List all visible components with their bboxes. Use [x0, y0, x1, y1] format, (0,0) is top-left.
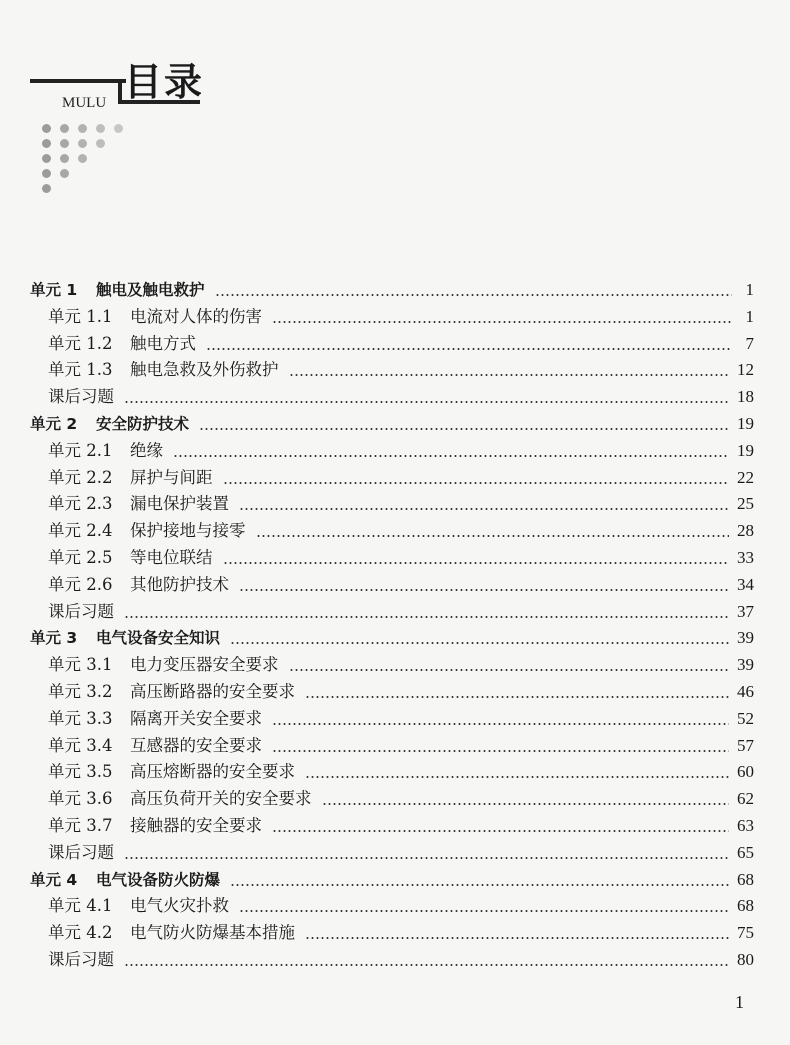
toc-section-entry: [48, 678, 754, 704]
toc-entry-title: 电气设备安全知识: [96, 629, 221, 648]
toc-entry-title: 保护接地与接零: [130, 521, 246, 541]
toc-entry-page: 46: [737, 682, 754, 701]
toc-entry-label: 单元 1.2: [48, 333, 113, 353]
toc-entry-page: 39: [737, 655, 754, 675]
toc-entry-title: 高压负荷开关的安全要求: [130, 789, 312, 809]
toc-entry-title: 触电及触电救护: [96, 281, 205, 299]
decorative-dot: [42, 124, 51, 133]
toc-entry-title: 课后习题: [48, 387, 114, 407]
toc-entry-title: 接触器的安全要求: [130, 816, 262, 835]
toc-entry-page: 75: [737, 923, 754, 943]
toc-entry-page: 7: [745, 333, 754, 353]
toc-entry-page: 52: [737, 708, 754, 728]
toc-leader-dots: [223, 562, 730, 564]
toc-leader-dots: [272, 750, 729, 752]
toc-section-entry: [48, 812, 754, 838]
toc-entry-page: 57: [737, 735, 754, 755]
toc-leader-dots: [305, 776, 729, 778]
decorative-dot: [60, 139, 69, 148]
toc-entry-page: 1: [745, 280, 754, 299]
toc-entry-page: 19: [737, 414, 754, 433]
toc-section-entry: [48, 490, 754, 516]
toc-entry-title: 课后习题: [48, 842, 114, 862]
toc-entry-label: 单元 2.2: [48, 467, 113, 487]
toc-section-entry: [48, 919, 754, 945]
toc-entry-label: 单元 2.6: [48, 574, 113, 594]
toc-leader-dots: [215, 294, 732, 296]
decorative-dot: [42, 169, 51, 178]
toc-entry-page: 37: [737, 601, 754, 621]
toc-section-entry: [48, 571, 754, 597]
toc-entry-label: 单元 3.3: [48, 708, 113, 728]
toc-leader-dots: [124, 616, 729, 618]
toc-entry-page: 80: [737, 950, 754, 969]
decorative-dot: [78, 124, 87, 133]
toc-entry-title: 电气火灾扑救: [130, 896, 229, 916]
toc-entry-label: 单元 3.2: [48, 682, 113, 701]
toc-entry-title: 互感器的安全要求: [130, 735, 262, 755]
toc-unit-entry: [30, 866, 754, 892]
toc-entry-page: 62: [737, 789, 754, 809]
page-number: 1: [735, 992, 744, 1012]
toc-entry-page: 12: [737, 360, 754, 380]
toc-entry-page: 63: [737, 816, 754, 835]
page-title: 目录: [124, 60, 205, 104]
toc-entry-label: 单元 3.6: [48, 789, 113, 809]
toc-entry-label: 单元 3.4: [48, 735, 113, 755]
toc-section-entry: [48, 598, 754, 624]
toc-entry-label: 单元 2.1: [48, 440, 113, 460]
toc-leader-dots: [322, 803, 730, 805]
toc-leader-dots: [124, 401, 729, 403]
toc-entry-label: 单元 3: [30, 629, 78, 648]
toc-entry-page: 19: [737, 440, 754, 460]
toc-section-entry: [48, 732, 754, 758]
toc-entry-label: 单元 2.5: [48, 548, 113, 567]
decorative-dot: [60, 169, 69, 178]
toc-entry-page: 60: [737, 762, 754, 782]
toc-leader-dots: [239, 910, 729, 912]
toc-entry-title: 电气防火防爆基本措施: [130, 923, 295, 943]
toc-leader-dots: [239, 589, 729, 591]
toc-entry-page: 22: [737, 467, 754, 487]
toc-entry-title: 触电急救及外伤救护: [130, 360, 279, 380]
decorative-dot: [42, 184, 51, 193]
toc-leader-dots: [256, 535, 730, 537]
toc-entry-label: 单元 2.4: [48, 521, 113, 541]
toc-section-entry: [48, 892, 754, 918]
decorative-dot: [78, 154, 87, 163]
decorative-dot: [78, 139, 87, 148]
toc-leader-dots: [173, 455, 729, 457]
toc-entry-label: 单元 2: [30, 415, 78, 433]
page-subtitle: MULU: [62, 95, 107, 111]
toc-entry-title: 安全防护技术: [96, 415, 190, 433]
toc-entry-page: 68: [737, 869, 754, 889]
toc-entry-title: 触电方式: [130, 333, 196, 353]
toc-unit-entry: [30, 276, 754, 302]
toc-unit-entry: [30, 410, 754, 436]
toc-entry-title: 漏电保护装置: [130, 494, 229, 514]
toc-leader-dots: [289, 374, 730, 376]
toc-section-entry: [48, 437, 754, 463]
toc-entry-label: 单元 3.1: [48, 655, 113, 675]
decorative-dot: [60, 124, 69, 133]
toc-entry-page: 18: [737, 387, 754, 407]
toc-leader-dots: [289, 669, 730, 671]
toc-leader-dots: [124, 857, 729, 859]
toc-entry-label: 单元 2.3: [48, 494, 113, 514]
toc-entry-label: 单元 3.5: [48, 762, 113, 782]
toc-entry-title: 电气设备防火防爆: [96, 870, 221, 889]
header-rule-vertical: [118, 79, 122, 104]
toc-entry-label: 单元 4.1: [48, 896, 113, 916]
toc-entry-page: 65: [737, 842, 754, 862]
toc-leader-dots: [199, 428, 729, 430]
toc-leader-dots: [124, 964, 729, 966]
toc-section-entry: [48, 785, 754, 811]
toc-entry-title: 等电位联结: [130, 548, 213, 567]
decorative-dot: [42, 154, 51, 163]
toc-section-entry: [48, 651, 754, 677]
toc-entry-label: 单元 3.7: [48, 816, 113, 835]
toc-entry-page: 34: [737, 574, 754, 594]
decorative-dot: [96, 124, 105, 133]
toc-entry-title: 绝缘: [130, 440, 163, 460]
toc-section-entry: [48, 464, 754, 490]
toc-entry-title: 电流对人体的伤害: [130, 306, 262, 326]
toc-leader-dots: [206, 348, 732, 350]
toc-leader-dots: [272, 723, 729, 725]
toc-entry-label: 单元 1.3: [48, 360, 113, 380]
decorative-dot: [96, 139, 105, 148]
toc-entry-page: 68: [737, 896, 754, 916]
toc-section-entry: [48, 303, 754, 329]
toc-section-entry: [48, 383, 754, 409]
toc-entry-label: 单元 1.1: [48, 306, 113, 326]
toc-entry-page: 33: [737, 548, 754, 567]
toc-entry-title: 其他防护技术: [130, 574, 229, 594]
decorative-dot: [114, 124, 123, 133]
toc-section-entry: [48, 330, 754, 356]
decorative-dot: [60, 154, 69, 163]
toc-section-entry: [48, 356, 754, 382]
toc-leader-dots: [305, 937, 729, 939]
page-header: [0, 0, 790, 230]
toc-entry-title: 高压断路器的安全要求: [130, 682, 295, 701]
toc-section-entry: [48, 517, 754, 543]
toc-entry-label: 单元 4: [30, 870, 78, 889]
toc-entry-page: 28: [737, 521, 754, 541]
toc-entry-label: 单元 4.2: [48, 923, 113, 943]
toc-leader-dots: [223, 482, 730, 484]
toc-section-entry: [48, 946, 754, 972]
toc-leader-dots: [230, 884, 729, 886]
toc-entry-title: 电力变压器安全要求: [130, 655, 279, 675]
toc-section-entry: [48, 705, 754, 731]
toc-entry-title: 课后习题: [48, 950, 114, 969]
toc-entry-title: 屏护与间距: [130, 467, 213, 487]
toc-leader-dots: [239, 508, 729, 510]
toc-leader-dots: [230, 642, 729, 644]
toc-entry-title: 隔离开关安全要求: [130, 708, 262, 728]
header-rule-left: [30, 79, 126, 83]
toc-entry-page: 39: [737, 628, 754, 648]
toc-leader-dots: [272, 830, 729, 832]
toc-entry-title: 课后习题: [48, 601, 114, 621]
toc-section-entry: [48, 544, 754, 570]
toc-entry-title: 高压熔断器的安全要求: [130, 762, 295, 782]
toc-section-entry: [48, 839, 754, 865]
toc-leader-dots: [305, 696, 729, 698]
decorative-dot: [42, 139, 51, 148]
toc-section-entry: [48, 758, 754, 784]
toc-entry-page: 1: [745, 306, 754, 326]
toc-leader-dots: [272, 321, 732, 323]
toc-entry-label: 单元 1: [30, 281, 78, 299]
toc-unit-entry: [30, 624, 754, 650]
toc-entry-page: 25: [737, 494, 754, 514]
